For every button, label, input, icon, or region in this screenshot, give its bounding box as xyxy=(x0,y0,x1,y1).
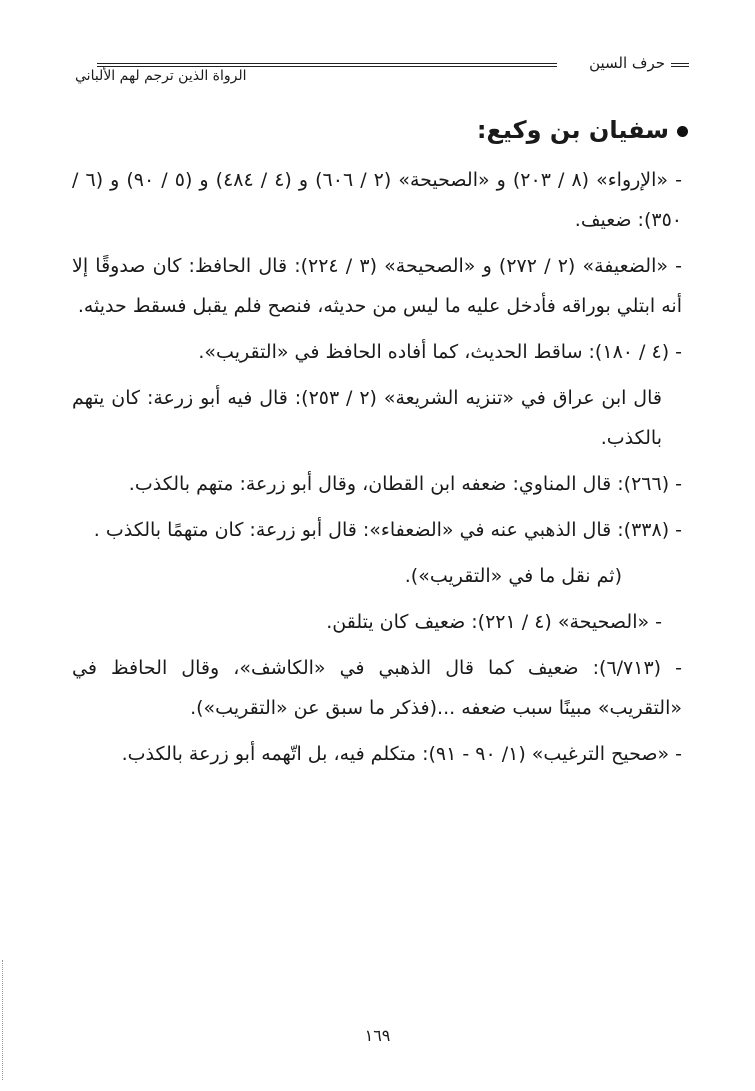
paragraph: - (٦/٧١٣): ضعيف كما قال الذهبي في «الكاشف»، وقال الحافظ في «التقريب» مبينًا سبب ضعفه ...(فذكر ما سبق عن «التقريب»). xyxy=(72,657,683,719)
paragraph: - «الإرواء» (٨ / ٢٠٣) و «الصحيحة» (٢ / ٦٠٦) و (٤ / ٤٨٤) و (٥ / ٩٠) و (٦ / ٣٥٠): ضعيف. xyxy=(72,169,682,231)
margin-marks xyxy=(2,960,5,1080)
chapter-title: حرف السين xyxy=(589,54,665,72)
paragraph: - (٢٦٦): قال المناوي: ضعفه ابن القطان، وقال أبو زرعة: متهم بالكذب. xyxy=(128,473,682,495)
paragraph: (ثم نقل ما في «التقريب»). xyxy=(404,565,622,587)
paragraph: قال ابن عراق في «تنزيه الشريعة» (٢ / ٢٥٣): قال فيه أبو زرعة: كان يتهم بالكذب. xyxy=(72,387,662,449)
entry-title: سفيان بن وكيع: xyxy=(476,116,669,144)
book-title: الرواة الذين ترجم لهم الألباني xyxy=(75,68,247,84)
paragraph: - (٣٣٨): قال الذهبي عنه في «الضعفاء»: قال أبو زرعة: كان متهمًا بالكذب . xyxy=(93,519,682,541)
paragraph: - «صحيح الترغيب» (١/ ٩٠ - ٩١): متكلم فيه، بل اتّهمه أبو زرعة بالكذب. xyxy=(121,743,682,765)
paragraph: - «الضعيفة» (٢ / ٢٧٢) و «الصحيحة» (٣ / ٢٢٤): قال الحافظ: كان صدوقًا إلا أنه ابتلي بوراقه فأدخل عليه ما ليس من حديثه، فنصح فلم يقبل فسقط حديثه. xyxy=(72,255,682,317)
page-number: ١٦٩ xyxy=(364,1026,391,1045)
bullet-icon xyxy=(677,126,688,137)
header-rule-top xyxy=(97,63,557,67)
paragraph: - «الصحيحة» (٤ / ٢٢١): ضعيف كان يتلقن. xyxy=(326,611,662,633)
paragraph: - (٤ / ١٨٠): ساقط الحديث، كما أفاده الحافظ في «التقريب». xyxy=(198,341,682,363)
entry-heading xyxy=(72,108,692,152)
running-header xyxy=(75,52,685,88)
header-rule-right xyxy=(671,63,689,67)
page-body xyxy=(72,108,692,780)
